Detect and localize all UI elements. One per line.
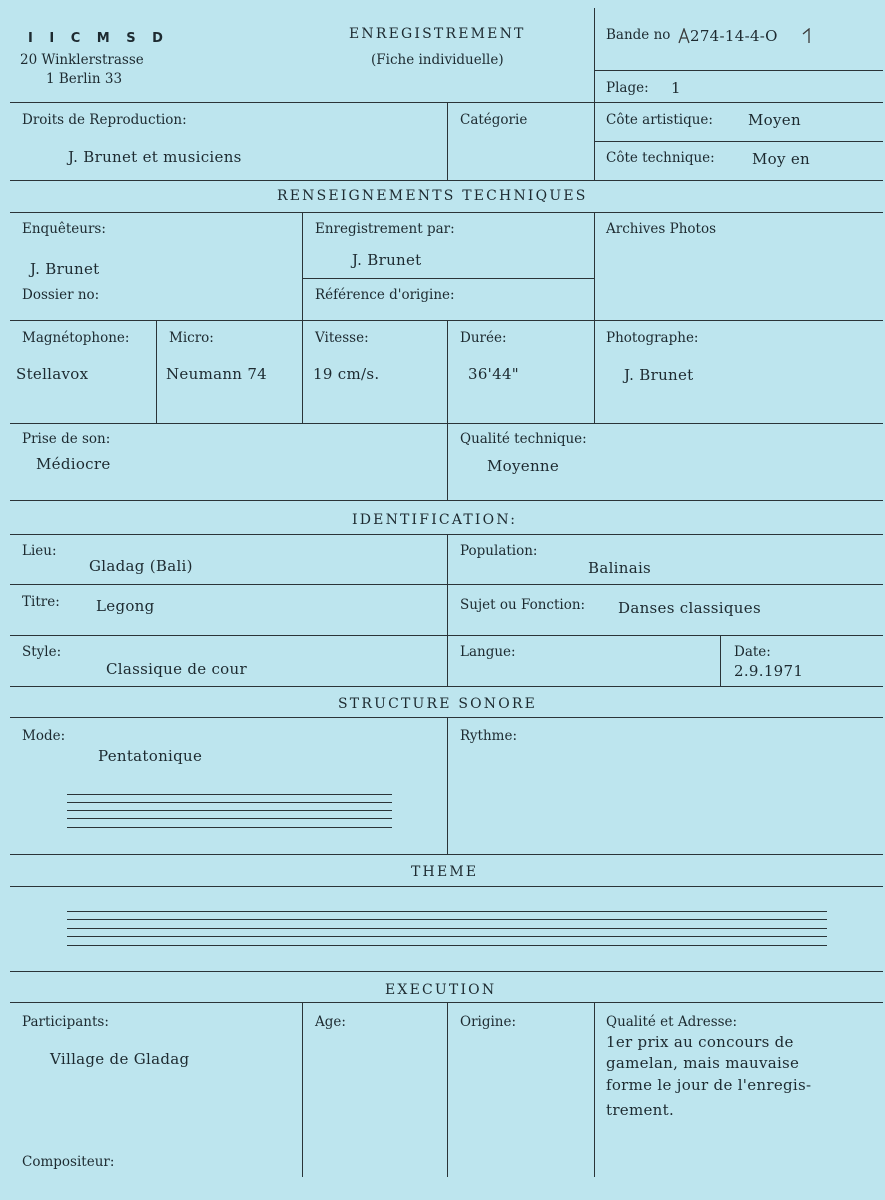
magnetophone-label: Magnétophone: [22, 330, 130, 346]
plage-value: 1 [671, 79, 681, 97]
origine-label: Origine: [460, 1014, 517, 1030]
population-label: Population: [460, 543, 538, 559]
section-title-theme: THEME [411, 864, 479, 880]
compositeur-label: Compositeur: [22, 1154, 115, 1170]
age-label: Age: [315, 1014, 346, 1030]
cote-technique-value: Moy en [752, 150, 810, 168]
rule [720, 635, 721, 686]
rule [447, 102, 448, 180]
micro-value: Neumann 74 [166, 365, 268, 383]
rule [594, 141, 883, 142]
form-title: ENREGISTREMENT [349, 26, 526, 42]
archives-photos-label: Archives Photos [606, 221, 716, 237]
handwritten-a-mark [678, 28, 690, 48]
dossier-label: Dossier no: [22, 287, 100, 303]
prise-de-son-value: Médiocre [36, 455, 111, 473]
enregistrement-par-value: J. Brunet [352, 251, 422, 269]
rythme-label: Rythme: [460, 728, 518, 744]
bande-value: 274-14-4-O [690, 27, 778, 45]
cote-artistique-value: Moyen [748, 111, 801, 129]
section-title-structure: STRUCTURE SONORE [338, 696, 538, 712]
bande-label: Bande no [606, 27, 671, 43]
date-label: Date: [734, 644, 771, 660]
rule [10, 180, 883, 181]
enqueteurs-value: J. Brunet [30, 260, 100, 278]
cote-technique-label: Côte technique: [606, 150, 715, 166]
reference-label: Référence d'origine: [315, 287, 455, 303]
enqueteurs-label: Enquêteurs: [22, 221, 106, 237]
rights-label: Droits de Reproduction: [22, 112, 187, 128]
address-line-2: 1 Berlin 33 [46, 71, 123, 87]
qualite-adresse-line: trement. [606, 1101, 675, 1119]
rule [302, 278, 594, 279]
rule [156, 320, 157, 423]
qualite-technique-value: Moyenne [487, 457, 560, 475]
style-value: Classique de cour [106, 660, 247, 678]
rule [594, 1002, 595, 1177]
rule [10, 971, 883, 972]
qualite-adresse-line: gamelan, mais mauvaise [606, 1054, 800, 1072]
rule [594, 70, 883, 71]
plage-label: Plage: [606, 80, 649, 96]
sujet-value: Danses classiques [618, 599, 761, 617]
style-label: Style: [22, 644, 62, 660]
rule [302, 212, 303, 423]
rule [10, 500, 883, 501]
magnetophone-value: Stellavox [16, 365, 89, 383]
enregistrement-par-label: Enregistrement par: [315, 221, 455, 237]
photographe-label: Photographe: [606, 330, 699, 346]
vitesse-label: Vitesse: [315, 330, 369, 346]
prise-de-son-label: Prise de son: [22, 431, 111, 447]
address-line-1: 20 Winklerstrasse [20, 52, 144, 68]
section-title-technical: RENSEIGNEMENTS TECHNIQUES [277, 188, 588, 204]
titre-label: Titre: [22, 594, 60, 610]
titre-value: Legong [96, 597, 155, 615]
sujet-label: Sujet ou Fonction: [460, 597, 586, 613]
date-value: 2.9.1971 [734, 662, 804, 680]
categorie-label: Catégorie [460, 112, 528, 128]
mode-label: Mode: [22, 728, 66, 744]
cote-artistique-label: Côte artistique: [606, 112, 713, 128]
participants-value: Village de Gladag [50, 1050, 190, 1068]
rule [447, 534, 448, 686]
mode-value: Pentatonique [98, 747, 203, 765]
org-name: I I C M S D [28, 31, 169, 46]
duree-label: Durée: [460, 330, 507, 346]
qualite-adresse-line: forme le jour de l'enregis- [606, 1076, 812, 1094]
lieu-label: Lieu: [22, 543, 57, 559]
rule [447, 320, 448, 423]
rights-value: J. Brunet et musiciens [68, 148, 242, 166]
qualite-adresse-label: Qualité et Adresse: [606, 1014, 738, 1030]
lieu-value: Gladag (Bali) [89, 557, 193, 575]
micro-label: Micro: [169, 330, 214, 346]
section-title-identification: IDENTIFICATION: [352, 512, 518, 528]
duree-value: 36'44" [468, 365, 519, 383]
rule [302, 1002, 303, 1177]
photographe-value: J. Brunet [624, 366, 694, 384]
rule [10, 854, 883, 855]
population-value: Balinais [588, 559, 652, 577]
langue-label: Langue: [460, 644, 516, 660]
form-subtitle: (Fiche individuelle) [371, 52, 504, 68]
vitesse-value: 19 cm/s. [313, 365, 380, 383]
rule [447, 1002, 448, 1177]
rule [447, 717, 448, 854]
rule [10, 886, 883, 887]
rule [594, 212, 595, 423]
rule [594, 8, 595, 180]
section-title-execution: EXECUTION [385, 982, 497, 998]
rule [10, 212, 883, 213]
qualite-technique-label: Qualité technique: [460, 431, 587, 447]
qualite-adresse-line: 1er prix au concours de [606, 1033, 794, 1051]
rule [10, 686, 883, 687]
handwritten-one-mark [801, 28, 813, 48]
participants-label: Participants: [22, 1014, 109, 1030]
rule [447, 423, 448, 500]
